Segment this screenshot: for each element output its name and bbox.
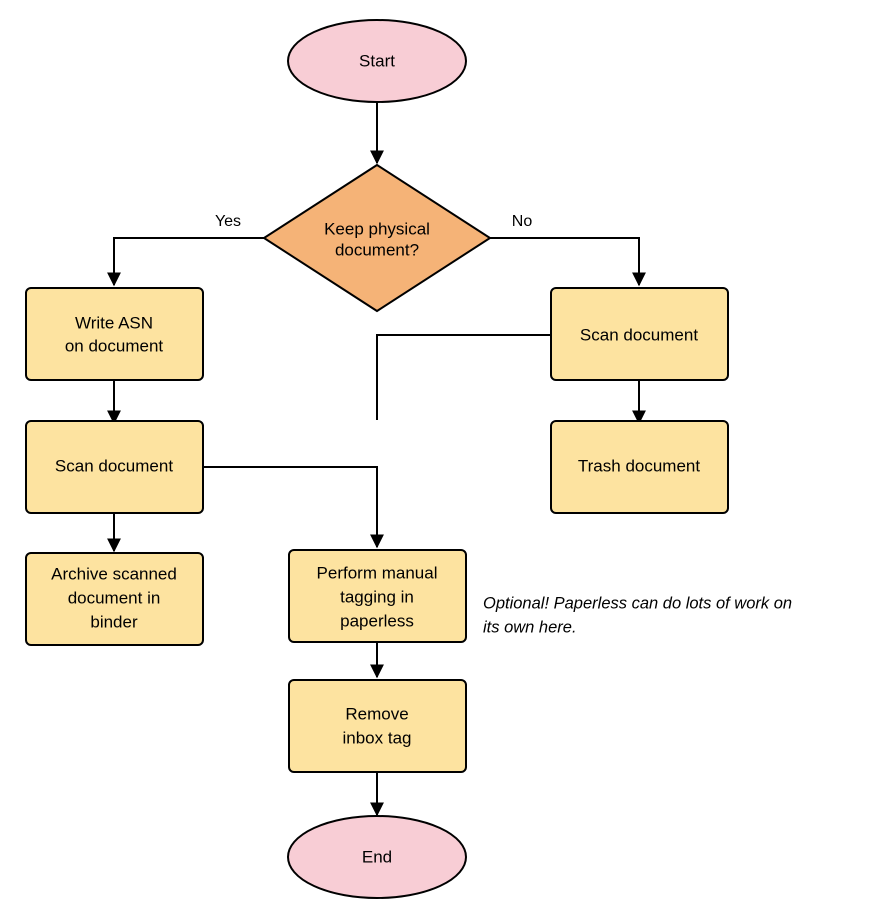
edge-scanright-to-tagging (377, 335, 552, 420)
node-write-asn-label-line2: on document (64, 336, 164, 356)
node-archive-binder[interactable] (26, 553, 203, 645)
optional-note-line2: its own here. (483, 618, 577, 637)
node-decision-label-line1: Keep physical (324, 219, 430, 239)
node-scan-document-left[interactable] (26, 421, 203, 513)
edge-decision-no (489, 238, 639, 285)
node-trash-document[interactable] (551, 421, 728, 513)
node-tagging-label-line1: Perform manual (316, 563, 438, 583)
optional-note-line1: Optional! Paperless can do lots of work on (483, 594, 793, 613)
node-tagging-label-line3: paperless (340, 611, 414, 631)
edge-label-no: No (511, 213, 533, 231)
node-start-label: Start (359, 51, 395, 71)
node-decision-label-line2: document? (334, 240, 420, 260)
node-remove-inbox-tag[interactable] (289, 680, 466, 772)
node-trash-label: Trash document (577, 456, 701, 476)
node-manual-tagging[interactable] (289, 550, 466, 642)
edge-decision-yes (114, 238, 266, 285)
edge-label-yes: Yes (214, 213, 242, 231)
node-removetag-label-line1: Remove (345, 704, 409, 724)
node-tagging-label-line2: tagging in (340, 587, 414, 607)
node-scan-right-label: Scan document (579, 325, 699, 345)
node-start[interactable] (288, 20, 466, 102)
node-end[interactable] (288, 816, 466, 898)
node-scan-document-right[interactable] (551, 288, 728, 380)
node-write-asn-label-line1: Write ASN (74, 313, 154, 333)
node-keep-physical-decision[interactable] (264, 165, 490, 311)
node-scan-left-label: Scan document (54, 456, 174, 476)
node-archive-label-line3: binder (90, 612, 138, 632)
node-write-asn[interactable] (26, 288, 203, 380)
edge-scanleft-to-tagging (204, 467, 377, 547)
node-removetag-label-line2: inbox tag (342, 728, 412, 748)
node-archive-label-line1: Archive scanned (51, 564, 177, 584)
node-end-label: End (361, 847, 393, 867)
node-archive-label-line2: document in (67, 588, 161, 608)
optional-note (483, 594, 792, 636)
